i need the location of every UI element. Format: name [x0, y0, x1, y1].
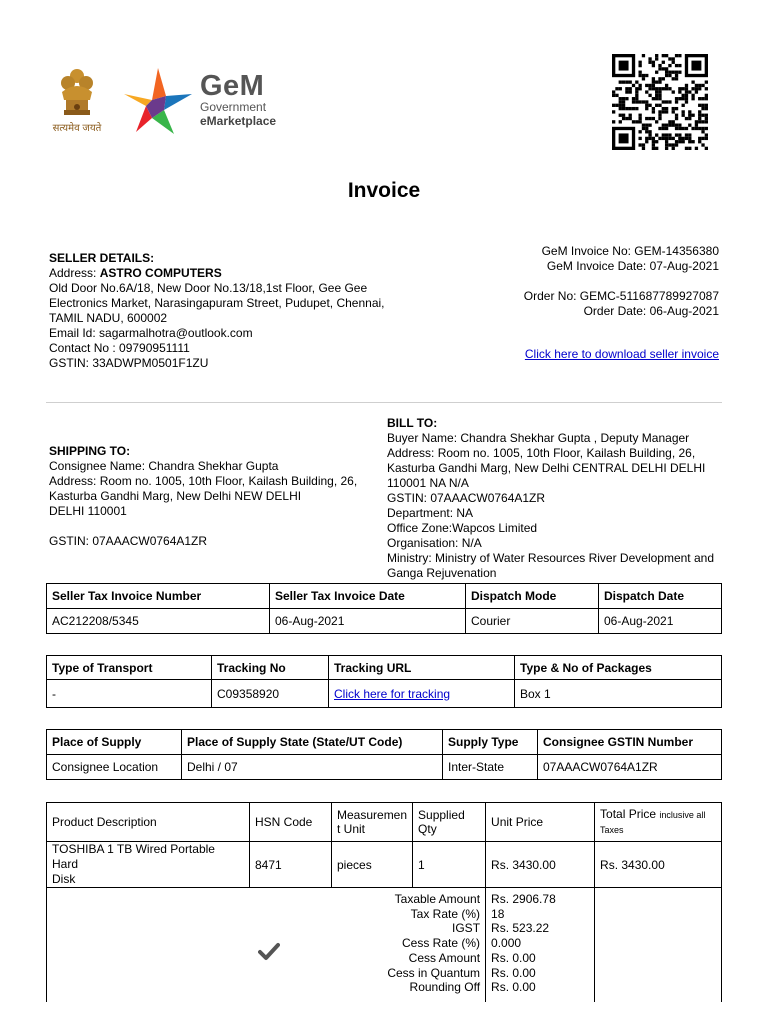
tax-label-rate: Tax Rate (%) — [410, 906, 481, 921]
transport-type: - — [47, 680, 212, 708]
tax-values-cell — [486, 888, 595, 1003]
shipping-address-line3: DELHI 110001 — [49, 504, 127, 518]
dispatch-header-invoice-number: Seller Tax Invoice Number — [47, 584, 270, 609]
bill-office-zone: Office Zone:Wapcos Limited — [387, 521, 538, 535]
seller-email: Email Id: sagarmalhotra@outlook.com — [49, 326, 253, 340]
shipping-consignee: Consignee Name: Chandra Shekhar Gupta — [49, 459, 279, 473]
transport-header-type: Type of Transport — [47, 656, 212, 680]
transport-packages: Box 1 — [515, 680, 722, 708]
seller-address-line2: Electronics Market, Narasingapuram Street, Pudupet, Chennai, — [49, 296, 385, 310]
tax-value-taxable: Rs. 2906.78 — [491, 892, 556, 906]
shipping-address-line2: Kasturba Gandhi Marg, New Delhi NEW DELHI — [49, 489, 302, 503]
dispatch-header-mode: Dispatch Mode — [466, 584, 599, 609]
product-header-total-price: Total Price inclusive all Taxes — [595, 803, 722, 842]
qr-code — [612, 54, 708, 150]
transport-header-packages: Type & No of Packages — [515, 656, 722, 680]
supply-header-state: Place of Supply State (State/UT Code) — [182, 730, 443, 755]
bill-gstin: GSTIN: 07AAACW0764A1ZR — [387, 491, 546, 505]
product-description: TOSHIBA 1 TB Wired Portable Hard Disk — [47, 842, 250, 888]
gem-invoice-date: GeM Invoice Date: 07-Aug-2021 — [546, 259, 719, 273]
tax-label-taxable: Taxable Amount — [394, 892, 481, 906]
product-unit-price: Rs. 3430.00 — [486, 842, 595, 888]
dispatch-date: 06-Aug-2021 — [599, 609, 722, 634]
dispatch-invoice-number: AC212208/5345 — [47, 609, 270, 634]
tax-label-cess-rate: Cess Rate (%) — [402, 936, 481, 951]
product-header-unit: Measuremen t Unit — [332, 803, 413, 842]
transport-tracking-no: C09358920 — [212, 680, 329, 708]
seller-address-line3: TAMIL NADU, 600002 — [49, 311, 168, 325]
product-header-unit-price: Unit Price — [486, 803, 595, 842]
bill-department: Department: NA — [387, 506, 474, 520]
dispatch-table — [46, 583, 722, 634]
supply-state: Delhi / 07 — [182, 755, 443, 780]
tax-value-cess-amount: Rs. 0.00 — [491, 950, 536, 965]
seller-address-label: Address: — [49, 266, 97, 280]
page-title: Invoice — [347, 179, 421, 202]
download-seller-invoice-link[interactable]: Click here to download seller invoice — [524, 347, 719, 361]
gem-invoice-no: GeM Invoice No: GEM-14356380 — [541, 244, 719, 258]
seller-name: ASTRO COMPUTERS — [99, 266, 222, 280]
gem-star-icon — [122, 66, 194, 136]
gem-wordmark: GeM — [200, 70, 265, 102]
table-row — [47, 755, 722, 780]
transport-table — [46, 655, 722, 708]
tax-total-cell — [595, 888, 722, 1003]
order-no: Order No: GEMC-511687789927087 — [523, 289, 719, 303]
table-row — [47, 680, 722, 708]
dispatch-header-invoice-date: Seller Tax Invoice Date — [270, 584, 466, 609]
product-table — [46, 802, 722, 1002]
product-header-qty: Supplied Qty — [413, 803, 486, 842]
supply-gstin: 07AAACW0764A1ZR — [538, 755, 722, 780]
transport-header-tracking-url: Tracking URL — [329, 656, 515, 680]
product-qty: 1 — [413, 842, 486, 888]
transport-header-tracking-no: Tracking No — [212, 656, 329, 680]
bill-organisation: Organisation: N/A — [387, 536, 482, 550]
gem-government-text: Government — [200, 100, 267, 114]
bill-ministry-line1: Ministry: Ministry of Water Resources River Development and — [387, 551, 714, 565]
shipping-details — [49, 444, 369, 549]
tax-breakup-row — [47, 888, 722, 1003]
product-unit: pieces — [332, 842, 413, 888]
shipping-heading: SHIPPING TO: — [49, 444, 131, 458]
bill-to-details — [387, 416, 727, 581]
product-total-price: Rs. 3430.00 — [595, 842, 722, 888]
bill-to-heading: BILL TO: — [387, 416, 438, 430]
emblem-motto: सत्यमेव जयते — [52, 123, 102, 134]
bill-address-line3: 110001 NA N/A — [387, 476, 469, 490]
tax-value-rate: 18 — [491, 906, 505, 921]
tracking-link[interactable]: Click here for tracking — [334, 686, 451, 701]
dispatch-header-date: Dispatch Date — [599, 584, 722, 609]
national-emblem-logo — [44, 66, 110, 136]
supply-header-gstin: Consignee GSTIN Number — [538, 730, 722, 755]
tax-label-rounding: Rounding Off — [409, 980, 481, 995]
tax-value-cess-quantum: Rs. 0.00 — [491, 965, 536, 980]
table-row — [47, 609, 722, 634]
supply-type: Inter-State — [443, 755, 538, 780]
order-date: Order Date: 06-Aug-2021 — [583, 304, 719, 318]
supply-header-type: Supply Type — [443, 730, 538, 755]
tax-value-igst: Rs. 523.22 — [491, 921, 550, 936]
tax-label-cess-quantum: Cess in Quantum — [387, 965, 481, 980]
checkmark-icon — [258, 942, 280, 965]
seller-gstin: GSTIN: 33ADWPM0501F1ZU — [49, 356, 209, 370]
bill-buyer: Buyer Name: Chandra Shekhar Gupta , Deputy Manager — [387, 431, 690, 445]
section-divider — [46, 402, 722, 403]
tax-value-cess-rate: 0.000 — [491, 936, 522, 951]
product-hsn: 8471 — [250, 842, 332, 888]
dispatch-mode: Courier — [466, 609, 599, 634]
seller-heading: SELLER DETAILS: — [49, 251, 155, 265]
table-row — [47, 842, 722, 888]
shipping-gstin: GSTIN: 07AAACW0764A1ZR — [49, 534, 208, 548]
invoice-meta — [524, 244, 719, 319]
product-header-description: Product Description — [47, 803, 250, 842]
gem-emarketplace-text: eMarketplace — [200, 114, 277, 128]
dispatch-invoice-date: 06-Aug-2021 — [270, 609, 466, 634]
bill-ministry-line2: Ganga Rejuvenation — [387, 566, 497, 580]
seller-contact: Contact No : 09790951111 — [49, 341, 190, 355]
shipping-address-line1: Address: Room no. 1005, 10th Floor, Kailash Building, 26, — [49, 474, 358, 488]
seller-address-line1: Old Door No.6A/18, New Door No.13/18,1st Floor, Gee Gee — [49, 281, 368, 295]
supply-table — [46, 729, 722, 780]
supply-header-place: Place of Supply — [47, 730, 182, 755]
tax-label-igst: IGST — [452, 921, 481, 936]
tax-value-rounding: Rs. 0.00 — [491, 980, 536, 995]
bill-address-line2: Kasturba Gandhi Marg, New Delhi CENTRAL DELHI DELHI — [387, 461, 706, 475]
seller-details — [49, 251, 394, 371]
product-header-hsn: HSN Code — [250, 803, 332, 842]
bill-address-line1: Address: Room no. 1005, 10th Floor, Kailash Building, 26, — [387, 446, 696, 460]
tax-label-cess-amount: Cess Amount — [408, 950, 481, 965]
supply-place: Consignee Location — [47, 755, 182, 780]
gem-logo — [122, 66, 292, 136]
